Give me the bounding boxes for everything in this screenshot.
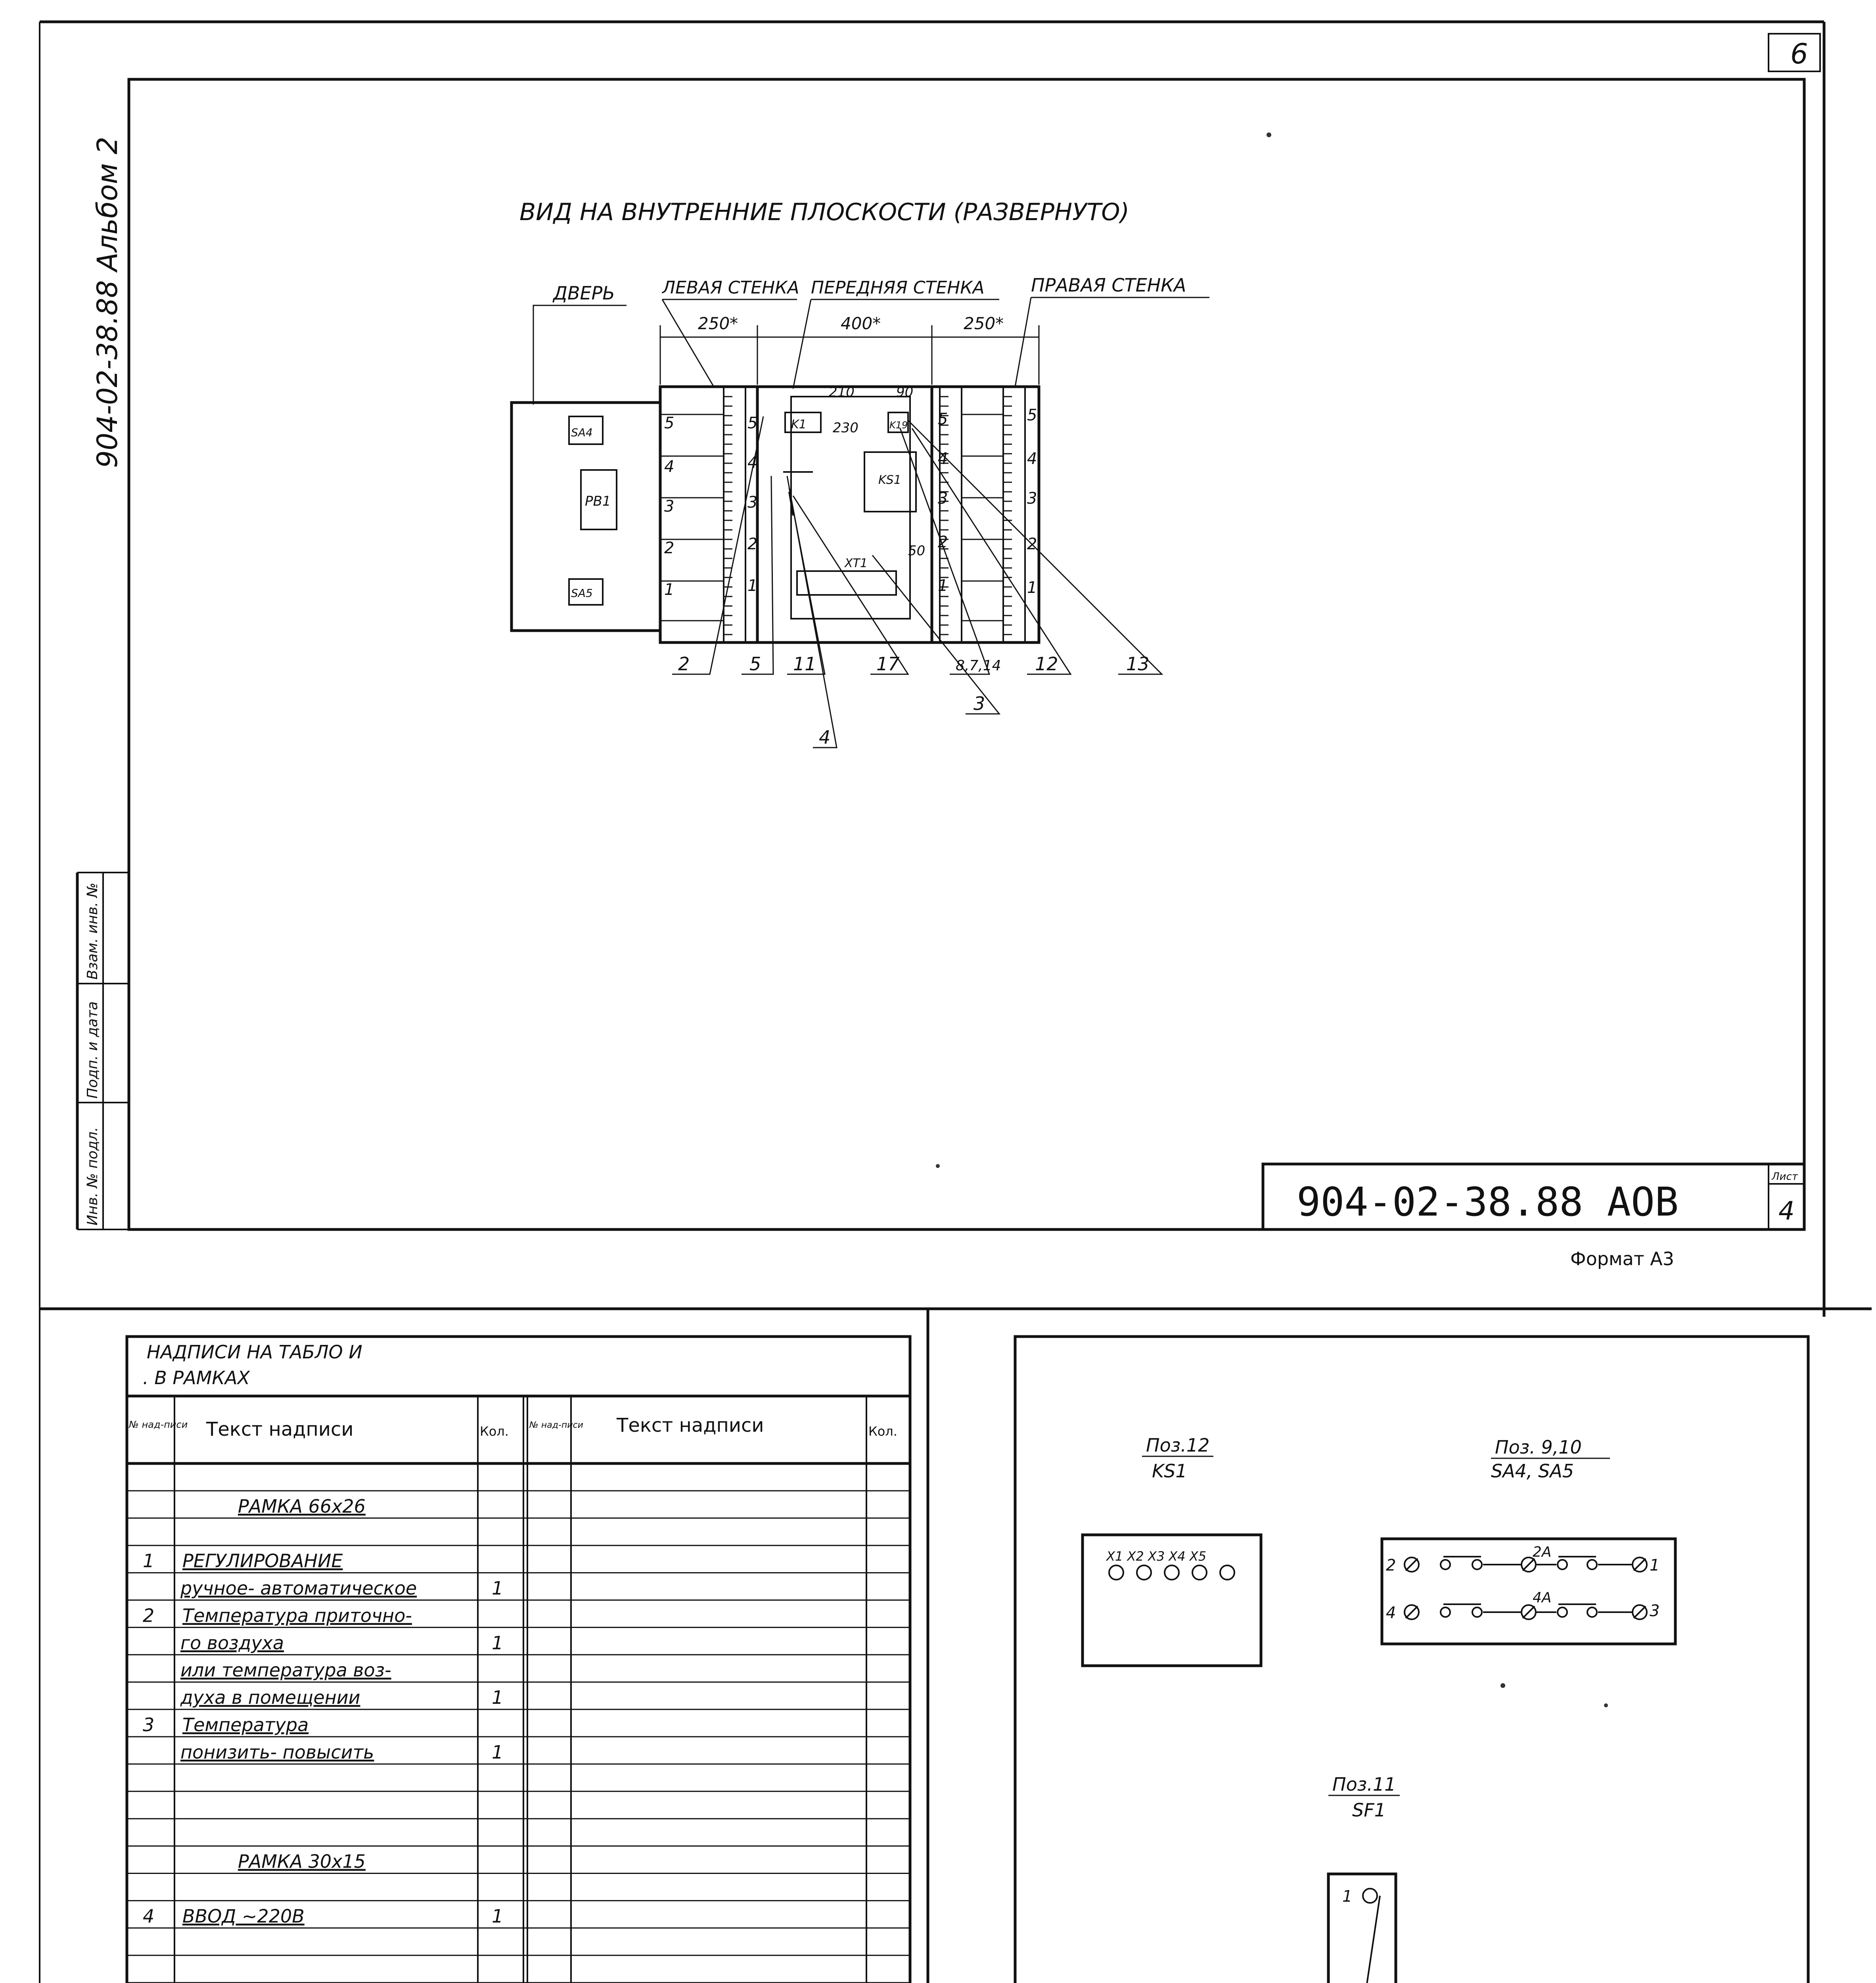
row-text: РАМКА 30х15 bbox=[238, 1851, 366, 1872]
level-2-d: 2 bbox=[1027, 535, 1037, 553]
level-3-d: 3 bbox=[1027, 489, 1037, 508]
device-sa5: SA5 bbox=[571, 587, 593, 600]
level-2-a: 2 bbox=[664, 539, 675, 557]
table-title-1: НАДПИСИ НА ТАБЛО И bbox=[147, 1341, 362, 1363]
label-right-wall: ПРАВАЯ СТЕНКА bbox=[1031, 274, 1186, 296]
table-rows bbox=[143, 1496, 503, 1927]
row-text: ручное- автоматическое bbox=[180, 1577, 417, 1599]
device-ks1: KS1 bbox=[878, 473, 901, 487]
sw-term-2: 2 bbox=[1386, 1556, 1396, 1575]
album-label: 904-02-38.88 Альбом 2 bbox=[91, 136, 124, 468]
device-xt1: XT1 bbox=[845, 556, 868, 570]
dim-left: 250* bbox=[698, 314, 738, 333]
sf1-contact bbox=[1364, 1896, 1380, 1983]
row-number: 3 bbox=[143, 1714, 155, 1736]
row-text: духа в помещении bbox=[180, 1687, 360, 1709]
ks1-terminals: X1 X2 X3 X4 X5 bbox=[1106, 1549, 1207, 1564]
col-num-header-right: № над-писи bbox=[529, 1420, 583, 1430]
callout-17: 17 bbox=[876, 653, 900, 675]
pos11-label: Поз.11 bbox=[1332, 1774, 1396, 1795]
device-sa4: SA4 bbox=[571, 426, 593, 439]
level-2-b: 2 bbox=[747, 535, 758, 553]
corner-sheet-label: 6 bbox=[1790, 38, 1808, 70]
pos12-label: Поз.12 bbox=[1146, 1435, 1210, 1456]
row-number: 1 bbox=[143, 1550, 155, 1572]
side-stamp-replace: Взам. инв. № bbox=[84, 882, 101, 980]
sa45-label: SA4, SA5 bbox=[1491, 1460, 1574, 1482]
view-title: ВИД НА ВНУТРЕННИЕ ПЛОСКОСТИ (РАЗВЕРНУТО) bbox=[519, 198, 1129, 226]
top-sheet-label: Лист bbox=[1772, 1171, 1798, 1183]
row-text: РАМКА 66х26 bbox=[238, 1495, 366, 1517]
row-qty: 1 bbox=[492, 1741, 504, 1763]
callout-13: 13 bbox=[1126, 653, 1150, 675]
row-text: или температура воз- bbox=[180, 1659, 391, 1681]
top-sheet bbox=[77, 79, 1804, 1229]
row-qty: 1 bbox=[492, 1577, 504, 1599]
row-qty: 1 bbox=[492, 1687, 504, 1709]
level-4-d: 4 bbox=[1027, 450, 1037, 468]
label-front-wall: ПЕРЕДНЯЯ СТЕНКА bbox=[811, 278, 985, 298]
dim-right: 250* bbox=[964, 314, 1004, 333]
device-k19: K19 bbox=[889, 420, 908, 431]
sf1-body bbox=[1328, 1874, 1396, 1983]
label-door: ДВЕРЬ bbox=[553, 282, 615, 304]
format-label: Формат А3 bbox=[1570, 1248, 1674, 1270]
top-sheet-no: 4 bbox=[1778, 1197, 1795, 1226]
col-qty-header-right: Кол. bbox=[868, 1424, 897, 1439]
level-5-a: 5 bbox=[664, 414, 675, 432]
sw-term-2a: 2А bbox=[1533, 1544, 1552, 1560]
row-qty: 1 bbox=[492, 1905, 504, 1927]
row-number: 2 bbox=[143, 1605, 155, 1626]
row-text: го воздуха bbox=[180, 1632, 284, 1654]
sw-term-4: 4 bbox=[1386, 1604, 1396, 1622]
sw-term-3: 3 bbox=[1650, 1602, 1660, 1620]
row-text: понизить- повысить bbox=[180, 1741, 374, 1763]
level-4-b: 4 bbox=[747, 454, 758, 472]
pos910-label: Поз. 9,10 bbox=[1495, 1436, 1582, 1458]
level-5-b: 5 bbox=[747, 414, 758, 432]
label-left-wall: ЛЕВАЯ СТЕНКА bbox=[662, 278, 799, 298]
col-num-header: № над-писи bbox=[129, 1419, 188, 1430]
callout-12: 12 bbox=[1035, 653, 1058, 675]
level-3-c: 3 bbox=[938, 489, 948, 508]
callout-3: 3 bbox=[973, 693, 985, 714]
callout-11: 11 bbox=[793, 653, 816, 675]
level-3-a: 3 bbox=[664, 497, 675, 516]
level-1-b: 1 bbox=[747, 577, 758, 595]
col-text-header: Текст надписи bbox=[206, 1418, 354, 1440]
sw-term-1: 1 bbox=[1650, 1556, 1660, 1575]
row-text: Температура приточно- bbox=[182, 1605, 412, 1626]
level-1-a: 1 bbox=[664, 581, 675, 599]
level-3-b: 3 bbox=[747, 493, 758, 512]
level-2-c: 2 bbox=[938, 533, 948, 551]
side-stamp-inv: Инв. № подл. bbox=[84, 1127, 101, 1225]
top-doc-code: 904-02-38.88 АОВ bbox=[1297, 1179, 1679, 1225]
row-text: РЕГУЛИРОВАНИЕ bbox=[182, 1550, 343, 1572]
callout-8-7-14: 8,7,14 bbox=[956, 658, 1001, 674]
dim-middle: 400* bbox=[841, 314, 881, 333]
ks1-terminal-circles bbox=[1109, 1565, 1234, 1580]
sw-term-4a: 4А bbox=[1533, 1590, 1552, 1606]
row-text: Температура bbox=[182, 1714, 309, 1736]
col-text-header-right: Текст надписи bbox=[617, 1414, 764, 1436]
level-4-c: 4 bbox=[938, 450, 948, 468]
bottom-right-sheet bbox=[964, 1337, 1808, 1983]
switch-contacts bbox=[1405, 1557, 1647, 1619]
dim-50: 50 bbox=[908, 543, 926, 559]
sf1-label: SF1 bbox=[1352, 1799, 1386, 1821]
dim-210: 210 bbox=[829, 384, 855, 400]
callout-4: 4 bbox=[819, 727, 831, 748]
callout-5: 5 bbox=[749, 653, 761, 675]
level-5-d: 5 bbox=[1027, 406, 1037, 424]
device-k1: K1 bbox=[791, 418, 807, 432]
col-qty-header: Кол. bbox=[480, 1424, 509, 1439]
side-stamp-sign: Подп. и дата bbox=[84, 1001, 101, 1099]
row-text: ВВОД ~220В bbox=[182, 1905, 305, 1927]
table-title-2: . В РАМКАХ bbox=[143, 1367, 250, 1388]
dim-230: 230 bbox=[833, 420, 858, 436]
level-1-d: 1 bbox=[1027, 579, 1037, 597]
ks1-label: KS1 bbox=[1152, 1460, 1187, 1482]
sf1-top-terminal bbox=[1363, 1889, 1377, 1903]
row-number: 4 bbox=[143, 1905, 155, 1927]
dimension-lines bbox=[660, 325, 1039, 385]
dim-90: 90 bbox=[896, 384, 914, 400]
level-4-a: 4 bbox=[664, 458, 675, 476]
device-rv1: РВ1 bbox=[585, 493, 611, 509]
level-5-c: 5 bbox=[938, 410, 948, 428]
switch-body bbox=[1382, 1539, 1675, 1644]
level-1-c: 1 bbox=[938, 577, 948, 595]
sf1-term-1: 1 bbox=[1342, 1887, 1353, 1906]
callout-2: 2 bbox=[678, 653, 690, 675]
row-qty: 1 bbox=[492, 1632, 504, 1654]
